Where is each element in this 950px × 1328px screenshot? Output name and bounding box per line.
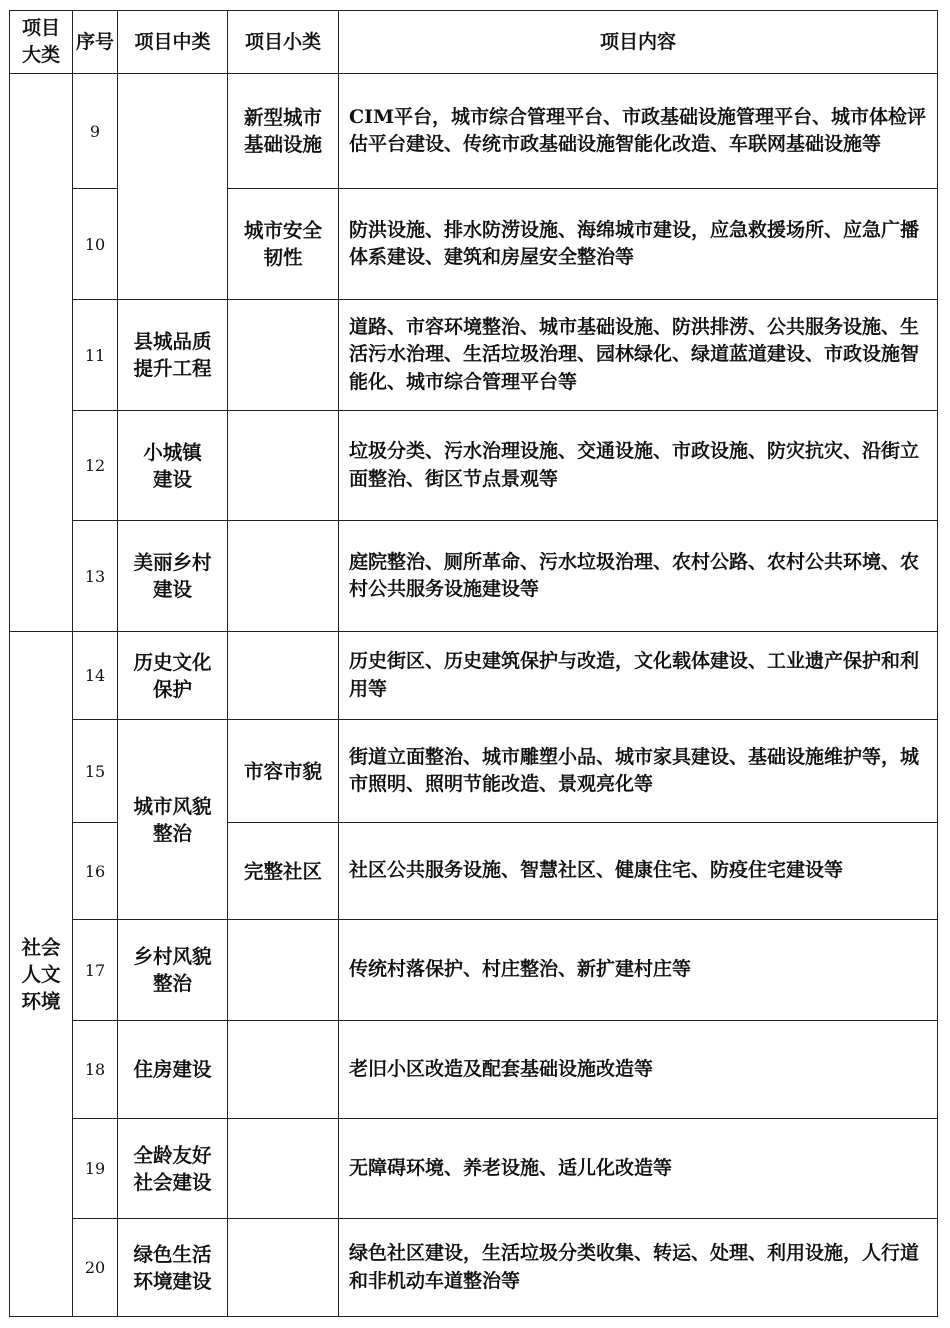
middle-category-cell [118, 74, 228, 300]
row-number: 17 [73, 920, 118, 1021]
header-category-label: 项目 大类 [21, 17, 60, 66]
row-number: 9 [73, 74, 118, 189]
middle-category-cell: 城市风貌 整治 [118, 720, 228, 920]
header-number [73, 11, 118, 74]
header-number-label: 序号 [75, 30, 114, 53]
middle-category-cell: 小城镇 建设 [118, 411, 228, 521]
table-row [10, 1119, 938, 1219]
row-number: 18 [73, 1021, 118, 1119]
sub-category-cell [228, 411, 339, 521]
content-cell: 防洪设施、排水防涝设施、海绵城市建设，应急救援场所、应急广播体系建设、建筑和房屋安全整治等 [339, 189, 938, 300]
sub-category-cell: 城市安全 韧性 [228, 189, 339, 300]
content-cell: 老旧小区改造及配套基础设施改造等 [339, 1021, 938, 1119]
middle-category-cell: 历史文化 保护 [118, 632, 228, 720]
content-cell: 历史街区、历史建筑保护与改造，文化载体建设、工业遗产保护和利用等 [339, 632, 938, 720]
content-cell: 垃圾分类、污水治理设施、交通设施、市政设施、防灾抗灾、沿街立面整治、街区节点景观等 [339, 411, 938, 521]
sub-category-cell [228, 1119, 339, 1219]
content-cell: CIM平台，城市综合管理平台、市政基础设施管理平台、城市体检评估平台建设、传统市政基础设施智能化改造、车联网基础设施等 [339, 74, 938, 189]
header-category [10, 11, 73, 74]
row-number: 19 [73, 1119, 118, 1219]
header-row [10, 11, 938, 74]
table-row [10, 300, 938, 411]
sub-category-cell: 新型城市 基础设施 [228, 74, 339, 189]
sub-category-cell [228, 1021, 339, 1119]
content-cell: 绿色社区建设，生活垃圾分类收集、转运、处理、利用设施，人行道和非机动车道整治等 [339, 1219, 938, 1317]
table-row [10, 521, 938, 632]
row-number: 20 [73, 1219, 118, 1317]
middle-category-cell: 住房建设 [118, 1021, 228, 1119]
middle-category-cell: 美丽乡村 建设 [118, 521, 228, 632]
content-cell: 社区公共服务设施、智慧社区、健康住宅、防疫住宅建设等 [339, 823, 938, 920]
row-number: 13 [73, 521, 118, 632]
middle-category-cell: 绿色生活 环境建设 [118, 1219, 228, 1317]
table-row [10, 1021, 938, 1119]
content-cell: 街道立面整治、城市雕塑小品、城市家具建设、基础设施维护等，城市照明、照明节能改造、景观亮化等 [339, 720, 938, 823]
middle-category-cell: 县城品质 提升工程 [118, 300, 228, 411]
sub-category-cell [228, 300, 339, 411]
row-number: 14 [73, 632, 118, 720]
row-number: 15 [73, 720, 118, 823]
table-row [10, 411, 938, 521]
header-sub-category [228, 11, 339, 74]
content-cell: 庭院整治、厕所革命、污水垃圾治理、农村公路、农村公共环境、农村公共服务设施建设等 [339, 521, 938, 632]
category-cell: 社会 人文 环境 [10, 632, 73, 1317]
sub-category-cell [228, 632, 339, 720]
header-middle-label: 项目中类 [134, 30, 211, 53]
row-number: 10 [73, 189, 118, 300]
sub-category-cell: 市容市貌 [228, 720, 339, 823]
row-number: 11 [73, 300, 118, 411]
sub-category-cell [228, 1219, 339, 1317]
header-content-label: 项目内容 [599, 30, 676, 53]
category-cell-empty [10, 74, 73, 632]
header-content [339, 11, 938, 74]
sub-category-cell [228, 920, 339, 1021]
content-cell: 道路、市容环境整治、城市基础设施、防洪排涝、公共服务设施、生活污水治理、生活垃圾治理、园林绿化、绿道蓝道建设、市政设施智能化、城市综合管理平台等 [339, 300, 938, 411]
table-row [10, 74, 938, 189]
row-number: 12 [73, 411, 118, 521]
table-row [10, 720, 938, 823]
table-row [10, 1219, 938, 1317]
header-sub-label: 项目小类 [244, 30, 321, 53]
content-cell: 传统村落保护、村庄整治、新扩建村庄等 [339, 920, 938, 1021]
table-row [10, 632, 938, 720]
sub-category-cell [228, 521, 339, 632]
middle-category-cell: 乡村风貌 整治 [118, 920, 228, 1021]
header-middle-category [118, 11, 228, 74]
sub-category-cell: 完整社区 [228, 823, 339, 920]
project-table [9, 10, 938, 1317]
table-row [10, 920, 938, 1021]
middle-category-cell: 全龄友好 社会建设 [118, 1119, 228, 1219]
content-cell: 无障碍环境、养老设施、适儿化改造等 [339, 1119, 938, 1219]
row-number: 16 [73, 823, 118, 920]
